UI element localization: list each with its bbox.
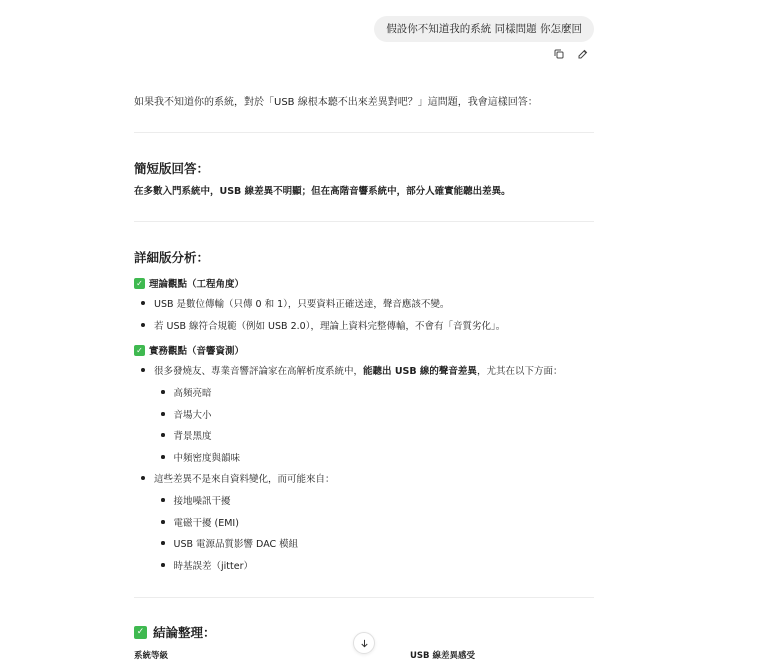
list-item-bold: 能聽出 USB 線的聲音差異 — [363, 366, 477, 377]
list-item-text: 若 USB 線符合規範（例如 USB 2.0），理論上資料完整傳輸，不會有「音質劣化」。 — [154, 321, 506, 332]
sub-list-item — [161, 450, 240, 464]
conclusion-heading — [134, 623, 216, 641]
bullet — [161, 433, 165, 437]
sub-list-item — [161, 515, 239, 529]
short-answer-text: 在多數入門系統中，USB 線差異不明顯；但在高階音響系統中，部分人確實能聽出差異。 — [134, 186, 511, 197]
bullet — [141, 301, 145, 305]
list-item-text: 這些差異不是來自資料變化，而可能來自： — [154, 474, 335, 485]
answer-intro: 如果我不知道你的系統，對於「USB 線根本聽不出來差異對吧？」這問題，我會這樣回答： — [134, 97, 538, 108]
theory-heading-text: 理論觀點（工程角度） — [149, 279, 245, 290]
divider — [134, 132, 594, 133]
bullet — [141, 323, 145, 327]
table-header-usb-difference: USB 線差異感受 — [410, 651, 475, 661]
list-item — [141, 318, 505, 332]
check-icon: ✓ — [134, 345, 145, 356]
list-item — [141, 296, 449, 310]
copy-icon[interactable] — [552, 47, 566, 61]
list-item — [141, 363, 562, 377]
bullet — [161, 520, 165, 524]
bullet — [161, 563, 165, 567]
list-item-text: ，尤其在以下方面： — [476, 366, 563, 377]
list-item-text: 背景黑度 — [173, 431, 212, 442]
check-icon: ✓ — [134, 278, 145, 289]
divider — [134, 221, 594, 222]
sub-list-item — [161, 407, 212, 421]
divider — [134, 597, 594, 598]
sub-list-item — [161, 385, 212, 399]
scroll-to-bottom-button[interactable] — [353, 632, 375, 654]
practice-heading — [134, 343, 244, 357]
list-item-text: 電磁干擾 (EMI) — [173, 518, 239, 529]
user-message-bubble: 假設你不知道我的系統 同樣問題 你怎麼回 — [374, 16, 594, 42]
sub-list-item — [161, 536, 298, 550]
conclusion-heading-text: 結論整理： — [153, 625, 216, 640]
bullet — [141, 368, 145, 372]
short-answer-heading: 簡短版回答： — [134, 161, 210, 176]
sub-list-item — [161, 428, 212, 442]
message-actions — [552, 47, 590, 61]
list-item-text: 很多發燒友、專業音響評論家在高解析度系統中， — [154, 366, 364, 377]
bullet — [161, 541, 165, 545]
bullet — [161, 455, 165, 459]
bullet — [161, 390, 165, 394]
bullet — [141, 476, 145, 480]
theory-heading — [134, 276, 244, 290]
practice-heading-text: 實務觀點（音響資測） — [149, 346, 245, 357]
list-item-text: 接地噪訊干擾 — [173, 496, 231, 507]
table-header-system-level: 系統等級 — [134, 651, 169, 661]
list-item-text: 中頻密度與韻味 — [173, 453, 241, 464]
detail-heading: 詳細版分析： — [134, 250, 210, 265]
list-item-text: 高頻亮暗 — [173, 388, 212, 399]
list-item — [141, 471, 335, 485]
bullet — [161, 412, 165, 416]
bullet — [161, 498, 165, 502]
check-icon: ✓ — [134, 626, 147, 639]
list-item-text: USB 電源品質影響 DAC 模組 — [173, 539, 299, 550]
arrow-down-icon — [359, 638, 370, 649]
pencil-icon[interactable] — [576, 47, 590, 61]
list-item-text: 時基誤差（jitter） — [173, 561, 253, 572]
list-item-text: USB 是數位傳輸（只傳 0 和 1），只要資料正確送達，聲音應該不變。 — [154, 299, 450, 310]
sub-list-item — [161, 558, 253, 572]
sub-list-item — [161, 493, 231, 507]
list-item-text: 音場大小 — [173, 410, 212, 421]
